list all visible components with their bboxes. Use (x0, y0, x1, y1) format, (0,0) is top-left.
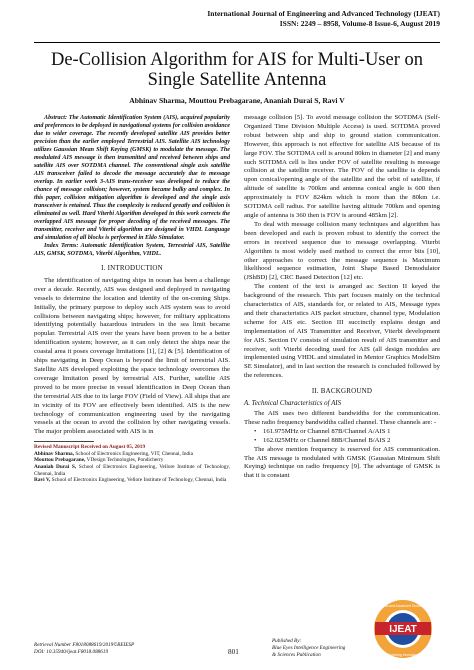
affiliation-text: VDesign Technologies, Pondicherry (85, 457, 164, 464)
list-item: • 162.025MHz or Channel 88B/Channel B/AIS 2 (258, 437, 440, 446)
footnote-rule (34, 441, 94, 442)
logo-text: IJEAT (389, 624, 417, 635)
paper-authors: Abhinav Sharma, Mouttou Prebagarane, Ananiah Durai S, Ravi V (129, 96, 345, 105)
paper-title: De-Collision Algorithm for AIS for Multi-User on Single Satellite Antenna (50, 50, 424, 90)
affiliation-text: School of Electronics Engineering, Vellore Institute of Technology, Chennai, India (50, 477, 227, 484)
affiliation-name: Abhinav Sharma, (34, 450, 75, 457)
page-number: 801 (228, 648, 239, 656)
publisher-line: & Sciences Publication (272, 652, 321, 658)
author-affiliation (34, 457, 230, 464)
author-affiliation (34, 477, 230, 484)
affiliation-name: Ravi V, (34, 477, 51, 484)
body-paragraph: To deal with message collision many techniques and algorithm has been developed and each is proven robust to identify the correct the errors in received sequence due to message overlapping. Viterbi Algorithm is most widely used method to correct the error bits [10], other approaches to correct the message sequence is Maximum likelihood sequence estimation, Joint Shape Based Demodulator (JShBD) [2], CRC Based Detection [12] etc. (244, 220, 440, 282)
publisher-info (272, 638, 345, 659)
doi: DOI: 10.35940/ijeat.F8018.088619 (34, 649, 109, 655)
affiliation-name: Ananiah Durai S, (34, 464, 77, 470)
header-rule (34, 42, 440, 43)
author-affiliation (34, 451, 230, 458)
affiliation-text: School of Electronics Engineering, VIT, Chennai, India (74, 450, 193, 457)
abstract: Abstract: The Automatic Identification System (AIS), acquired popularity and preferences to be deployed in navigational systems for collision avoidance due to wider coverage. The recently developed satellite AIS provides better precision than the earlier employed Terrestrial AIS. Satellite AIS technology utilizes Gaussian Mean Shift Keying (GMSK) to modulate the message. The modulated AIS message is then transmitted and received between ships and satellite AIS over SOTDMA channel. The conventional single axis satellite AIS transceiver failed to decode the message accurately due to message overlap. In earlier work 3-AIS trans-receiver was developed to reduce the chance of message collision; however, system became bulky and complex. In this paper, collision mitigation algorithm is developed and the single axis transceiver is retained. Thus the complexity is reduced greatly and collision is eliminated as well. Hard Viterbi Algorithm developed in this work corrects the overlapped AIS message for proper decoding of the received messages. The transmitter, receiver and Viterbi algorithm are designed in VHDL Language and simulation of all blocks is performed in Eldo Simulator. (34, 115, 230, 241)
section-heading-background: II. BACKGROUND (311, 387, 373, 396)
logo-arc-bottom: Exploring Innovation (387, 653, 419, 657)
intro-paragraph: The identification of navigating ships in ocean has been a challenge over a decade. Recently, AIS was designed and deployed in navigating vessels to determine the location and identity of the on-coming Ships. Initially, the primary purpose to deploy such AIS system was to avoid collisions between navigating ships; however, for military applications identifying potentially hazardous intruders in the sea limit became popular. Terrestrial AIS over the years have been proven to be a better identification system; however, as it can only detect the ships near the coastal area it poses coverage limitations [1], [2] & [5]. Identification of ships navigating in Deep Ocean is beyond the limit of terrestrial AIS. Satellite AIS developed exploiting the space technology overcomes the coverage limitation posed by terrestrial AIS. Further, satellite AIS proved to be more precise in vessel identification in Deep Ocean than the terrestrial AIS due to its large FOV (Field of View). All ships that are in vicinity of its FOV are effectively been identified. AIS is the new technology of communication engineering used by the navigating vessels at the ocean to avoid the collision by other navigating vessels. The major problem associated with AIS is in (34, 276, 230, 436)
subsection-heading: A. Technical Characteristics of AIS (244, 400, 342, 408)
body-paragraph: The above mention frequency is reserved for AIS communication. The AIS message is modulated with GMSK (Gaussian Minimum Shift Keying) technique on radio frequency [9]. The advantage of GMSK is that it is constant (244, 445, 440, 480)
affiliation-name: Mouttou Prebagarane, (34, 457, 86, 464)
publisher-line: Blue Eyes Intelligence Engineering (272, 645, 346, 651)
right-column (244, 114, 440, 481)
list-item: • 161.975MHz or Channel 87B/Channel A/AIS 1 (258, 428, 440, 437)
section-heading-introduction: I. INTRODUCTION (101, 264, 163, 272)
manuscript-received: Revised Manuscript Received on August 05, 2019 (34, 444, 146, 451)
published-by: Published By: (272, 638, 302, 644)
author-affiliation (34, 464, 230, 477)
body-paragraph: The content of the text is arranged as: Section II keyed the background of the research. This part focuses mainly on the technical characteristics of AIS, standards for, or related to AIS, Message types and their characteristics AIS packet structure, channel type, Modulation scheme for AIS etc. Section III succinctly explains design and implementation of AIS Transmitter and Receiver, Viterbi development for AIS. Section IV consists of simulation result of AIS transmitter and receiver, soft Viterbi decoding used for AIS (all design modules are implemented using VHDL and simulated in Mentor Graphics ModelSim SE Simulator), and in last section the research is concluded followed by the references. (244, 283, 440, 380)
journal-logo (366, 598, 440, 664)
journal-name: International Journal of Engineering and Advanced Technology (IJEAT) (207, 9, 440, 18)
body-paragraph: message collision [5]. To avoid message collision the SOTDMA (Self-Organized Time Division Multiple Access) is used. SOTDMA proved robust between ship and ship to ground station communication. However, this approach is not effective for satellite AIS because of its large FOV. The SOTDMA cell is around 80km in diameter [2] and many such SOTDMA cell is lies under FOV of satellite resulting is message collision at the satellite receiver. The FOV of the satellite is depends upon conical/opening angle of the satellite and the orbit of satellite, if altitude of satellite is 700km and antenna conical angle is 600 then approximately is FOV 824km which is more than the 80km i.e. SOTDMA cell radius. For satellite having altitude 700km and opening angle of antenna is 360 then is FOV is around 485km [2]. (244, 114, 440, 219)
affiliation-text: School of Electronics Engineering, Vellore Institute of Technology, Chennai, India (34, 464, 231, 477)
footer-identifiers (34, 642, 134, 656)
body-paragraph: The AIS uses two different bandwidths for the communication. These radio frequency bandwidths called channel. These channels are: - (244, 410, 440, 426)
journal-issn: ISSN: 2249 – 8958, Volume-8 Issue-6, August 2019 (279, 18, 440, 28)
logo-arc-top: Journal and Advanced Technology (377, 604, 429, 608)
left-column (34, 114, 230, 484)
retrieval-number: Retrieval Number F8018088619/2019©BEIESP (34, 642, 135, 648)
index-terms: Index Terms: Automatic Identification System, Terrestrial AIS, Satellite AIS, GMSK, SOTDMA, Viterbi Algorithm, VHDL. (34, 243, 230, 257)
journal-header (207, 9, 440, 28)
channel-list (244, 428, 440, 446)
